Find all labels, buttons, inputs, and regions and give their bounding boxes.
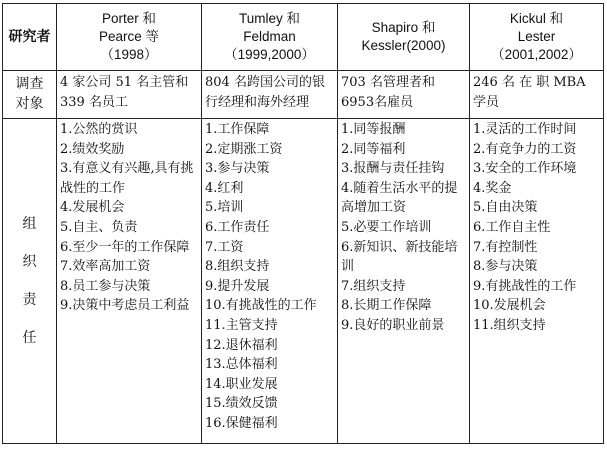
responsibility-item: 11.组织支持 <box>473 317 546 333</box>
responsibility-item: 2.绩效奖励 <box>60 141 125 157</box>
header-line: Porter 和 <box>101 11 156 26</box>
responsibility-item: 2.定期涨工资 <box>205 141 283 157</box>
responsibility-item: 3.报酬与责任挂钩 <box>341 161 445 177</box>
responsibility-item: 7.有控制性 <box>473 239 538 255</box>
responsibility-item: 5.自由决策 <box>473 200 538 216</box>
responsibility-item: 8.员工参与决策 <box>60 278 151 294</box>
responsibility-item: 4.随着生活水平的提高增加工资 <box>341 180 458 216</box>
responsibility-item: 7.组织支持 <box>341 278 406 294</box>
responsibility-item: 6.工作责任 <box>205 219 270 235</box>
responsibility-item: 5.自主、负责 <box>60 219 138 235</box>
responsibility-item: 3.参与决策 <box>205 161 270 177</box>
header-line: Feldman <box>243 29 296 44</box>
responsibility-item: 2.有竞争力的工资 <box>473 141 577 157</box>
header-line: （2001,2002） <box>491 47 582 62</box>
survey-cell: 246 名 在 职 MBA 学员 <box>470 71 604 119</box>
responsibility-item: 4.红利 <box>205 180 244 196</box>
responsibility-item: 9.良好的职业前景 <box>341 317 445 333</box>
header-line: Tumley 和 <box>238 11 300 26</box>
responsibility-list-shapiro <box>338 119 470 444</box>
survey-row-label <box>3 71 57 119</box>
responsibility-item: 1.灵活的工作时间 <box>473 122 577 137</box>
responsibility-item: 9.有挑战性的工作 <box>473 278 577 294</box>
header-line: Kessler(2000) <box>361 38 446 53</box>
responsibility-item: 5.培训 <box>205 200 244 216</box>
header-line: Shapiro 和 <box>371 20 436 35</box>
responsibility-item: 9.提升发展 <box>205 278 270 294</box>
responsibility-label-char: 责 <box>22 292 37 308</box>
survey-cell: 804 名跨国公司的银行经理和海外经理 <box>202 71 338 119</box>
header-line: Kickul 和 <box>509 11 564 26</box>
responsibility-item: 3.有意义有兴趣,具有挑战性的工作 <box>60 161 194 196</box>
responsibility-item: 2.同等福利 <box>341 141 406 157</box>
responsibility-item: 4.发展机会 <box>60 200 125 216</box>
column-header-shapiro <box>338 4 470 71</box>
responsibility-item: 15.绩效反馈 <box>205 396 278 412</box>
responsibility-list-kickul <box>470 119 604 444</box>
responsibility-item: 1.同等报酬 <box>341 122 406 137</box>
responsibility-row <box>3 119 604 444</box>
responsibility-item: 11.主管支持 <box>205 317 278 333</box>
column-header-tumley <box>202 4 338 71</box>
column-header-porter <box>57 4 202 71</box>
responsibility-item: 8.组织支持 <box>205 259 270 275</box>
responsibility-item: 1.工作保障 <box>205 122 270 137</box>
survey-label-line: 调查 <box>15 76 44 92</box>
responsibility-item: 4.奖金 <box>473 180 512 196</box>
responsibility-item: 1.公然的赏识 <box>60 122 138 137</box>
survey-label-line: 对象 <box>15 96 44 112</box>
header-line: （1998） <box>100 47 158 62</box>
responsibility-item: 6.新知识、新技能培训 <box>341 239 458 275</box>
survey-row <box>3 71 604 119</box>
survey-cell: 4 家公司 51 名主管和 339 名员工 <box>57 71 202 119</box>
responsibility-list-porter <box>57 119 202 444</box>
responsibility-item: 10.发展机会 <box>473 298 546 314</box>
header-row-label: 研究者 <box>3 4 57 71</box>
header-line: Lester <box>517 29 556 44</box>
survey-cell: 703 名管理者和6953名雇员 <box>338 71 470 119</box>
responsibility-item: 8.长期工作保障 <box>341 298 432 314</box>
responsibility-list-tumley <box>202 119 338 444</box>
header-line: Pearce 等 <box>98 29 160 44</box>
responsibility-item: 16.保健福利 <box>205 415 278 431</box>
responsibility-item: 6.至少一年的工作保障 <box>60 239 190 255</box>
header-line: （1999,2000） <box>224 47 315 62</box>
responsibility-item: 9.决策中考虑员工利益 <box>60 298 190 314</box>
header-row <box>3 4 604 71</box>
responsibility-label-char: 织 <box>22 254 37 270</box>
responsibility-item: 10.有挑战性的工作 <box>205 298 317 314</box>
responsibility-item: 7.效率高加工资 <box>60 259 151 275</box>
responsibility-label-char: 组 <box>22 216 37 232</box>
responsibility-item: 5.必要工作培训 <box>341 219 432 235</box>
responsibility-row-label <box>3 119 57 444</box>
responsibility-item: 14.职业发展 <box>205 376 278 392</box>
responsibility-item: 8.参与决策 <box>473 259 538 275</box>
column-header-kickul <box>470 4 604 71</box>
responsibility-item: 6.工作自主性 <box>473 219 551 235</box>
responsibility-item: 3.安全的工作环境 <box>473 161 577 177</box>
research-comparison-table <box>2 3 604 444</box>
responsibility-item: 13.总体福利 <box>205 357 278 373</box>
responsibility-item: 7.工资 <box>205 239 244 255</box>
responsibility-item: 12.退休福利 <box>205 337 278 353</box>
responsibility-label-char: 任 <box>22 330 37 346</box>
